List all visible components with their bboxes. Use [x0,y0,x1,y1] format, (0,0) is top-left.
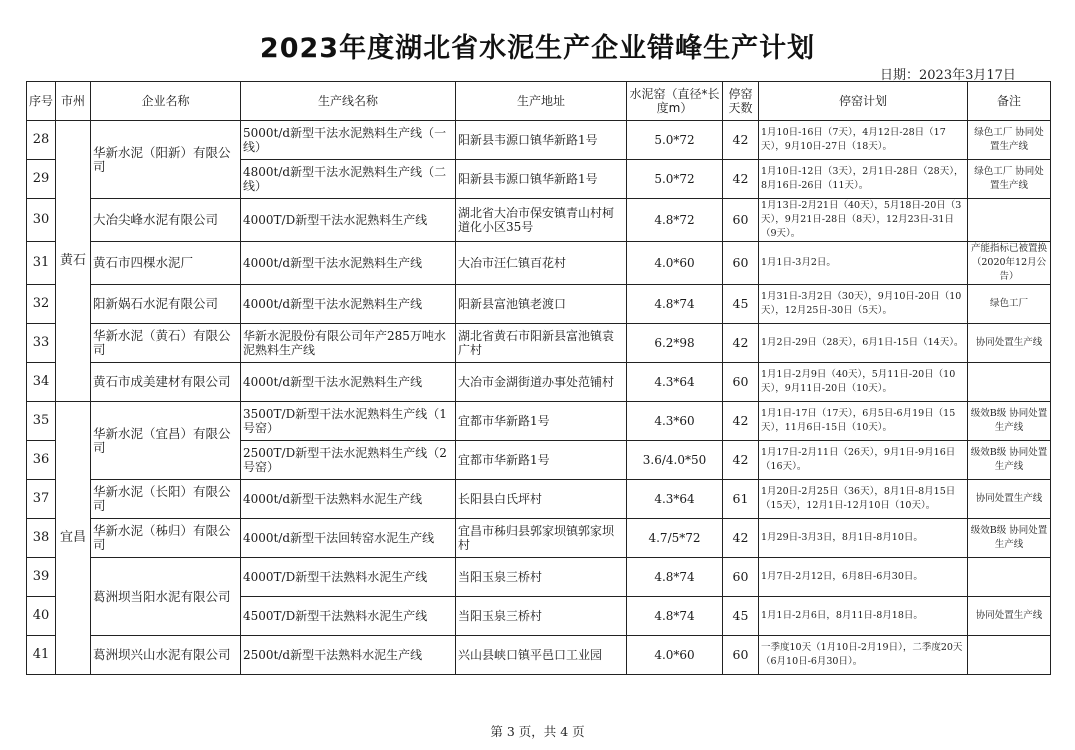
kiln-cell: 4.8*72 [627,199,723,242]
plan-cell: 1月1日-3月2日。 [759,242,968,285]
line-cell: 4000t/d新型干法回转窑水泥生产线 [241,519,456,558]
address-cell: 湖北省黄石市阳新县富池镇袁广村 [456,324,627,363]
row-seq: 39 [27,558,56,597]
line-cell: 4000T/D新型干法熟料水泥生产线 [241,558,456,597]
line-cell: 4000t/d新型干法水泥熟料生产线 [241,242,456,285]
table-row [27,242,1051,285]
kiln-cell: 4.3*60 [627,402,723,441]
plan-cell: 1月17日-2月11日（26天），9月1日-9月16日（16天）。 [759,441,968,480]
note-cell: 协同处置生产线 [968,597,1051,636]
plan-cell: 1月1日-2月9日（40天），5月11日-20日（10天），9月11日-20日（10天）。 [759,363,968,402]
address-cell: 阳新县富池镇老渡口 [456,285,627,324]
company-cell: 葛洲坝兴山水泥有限公司 [91,636,241,675]
production-plan-table [26,81,1051,675]
company-cell: 黄石市成美建材有限公司 [91,363,241,402]
header-plan: 停窑计划 [759,82,968,121]
note-cell: 绿色工厂 协同处置生产线 [968,160,1051,199]
header-line: 生产线名称 [241,82,456,121]
table-row [27,324,1051,363]
address-cell: 大冶市汪仁镇百花村 [456,242,627,285]
kiln-cell: 4.8*74 [627,597,723,636]
row-seq: 35 [27,402,56,441]
days-cell: 42 [723,160,759,199]
line-cell: 4000t/d新型干法熟料水泥生产线 [241,480,456,519]
company-cell: 华新水泥（宜昌）有限公司 [91,402,241,480]
company-cell: 华新水泥（长阳）有限公司 [91,480,241,519]
row-seq: 36 [27,441,56,480]
document-date: 日期：2023年3月17日 [880,68,1016,83]
plan-cell: 1月1日-17日（17天），6月5日-6月19日（15天），11月6日-15日（10天）。 [759,402,968,441]
note-cell: 级效B级 协同处置生产线 [968,441,1051,480]
header-row [27,82,1051,121]
company-cell: 华新水泥（秭归）有限公司 [91,519,241,558]
days-cell: 42 [723,402,759,441]
line-cell: 华新水泥股份有限公司年产285万吨水泥熟料生产线 [241,324,456,363]
row-seq: 31 [27,242,56,285]
plan-cell: 一季度10天（1月10日-2月19日），二季度20天（6月10日-6月30日）。 [759,636,968,675]
plan-cell: 1月10日-12日（3天），2月1日-28日（28天），8月16日-26日（11天）。 [759,160,968,199]
company-cell: 葛洲坝当阳水泥有限公司 [91,558,241,636]
row-seq: 33 [27,324,56,363]
page-footer: 第 3 页，共 4 页 [490,724,585,739]
kiln-cell: 4.0*60 [627,242,723,285]
plan-cell: 1月31日-3月2日（30天），9月10日-20日（10天），12月25日-30日（5天）。 [759,285,968,324]
header-seq: 序号 [27,82,56,121]
note-cell: 级效B级 协同处置生产线 [968,519,1051,558]
kiln-cell: 5.0*72 [627,121,723,160]
header-company: 企业名称 [91,82,241,121]
row-seq: 29 [27,160,56,199]
days-cell: 60 [723,363,759,402]
row-seq: 34 [27,363,56,402]
header-kiln: 水泥窑（直径*长度m） [627,82,723,121]
kiln-cell: 4.0*60 [627,636,723,675]
days-cell: 60 [723,636,759,675]
days-cell: 45 [723,285,759,324]
table-row [27,199,1051,242]
days-cell: 60 [723,199,759,242]
page-title: 2023年度湖北省水泥生产企业错峰生产计划 [259,33,816,64]
line-cell: 4000t/d新型干法水泥熟料生产线 [241,363,456,402]
row-seq: 32 [27,285,56,324]
address-cell: 兴山县峡口镇平邑口工业园 [456,636,627,675]
note-cell: 产能指标已被置换（2020年12月公告） [968,242,1051,285]
table-row [27,636,1051,675]
days-cell: 61 [723,480,759,519]
header-address: 生产地址 [456,82,627,121]
note-cell: 绿色工厂 协同处置生产线 [968,121,1051,160]
plan-cell: 1月10日-16日（7天），4月12日-28日（17天），9月10日-27日（18天）。 [759,121,968,160]
kiln-cell: 4.3*64 [627,363,723,402]
company-cell: 华新水泥（阳新）有限公司 [91,121,241,199]
table-row [27,480,1051,519]
row-seq: 41 [27,636,56,675]
table-row [27,121,1051,160]
header-note: 备注 [968,82,1051,121]
address-cell: 宜都市华新路1号 [456,441,627,480]
note-cell: 协同处置生产线 [968,480,1051,519]
address-cell: 大冶市金湖街道办事处范铺村 [456,363,627,402]
kiln-cell: 4.7/5*72 [627,519,723,558]
plan-cell: 1月13日-2月21日（40天），5月18日-20日（3天），9月21日-28日（8天），12月23日-31日（9天）。 [759,199,968,242]
line-cell: 4800t/d新型干法水泥熟料生产线（二线） [241,160,456,199]
line-cell: 2500T/D新型干法水泥熟料生产线（2号窑） [241,441,456,480]
plan-cell: 1月29日-3月3日，8月1日-8月10日。 [759,519,968,558]
table-row [27,402,1051,441]
days-cell: 60 [723,558,759,597]
kiln-cell: 6.2*98 [627,324,723,363]
kiln-cell: 4.8*74 [627,285,723,324]
address-cell: 宜都市华新路1号 [456,402,627,441]
line-cell: 5000t/d新型干法水泥熟料生产线（一线） [241,121,456,160]
note-cell: 绿色工厂 [968,285,1051,324]
line-cell: 4500T/D新型干法熟料水泥生产线 [241,597,456,636]
days-cell: 42 [723,121,759,160]
header-city: 市州 [56,82,91,121]
note-cell [968,558,1051,597]
note-cell [968,199,1051,242]
table-row [27,363,1051,402]
line-cell: 2500t/d新型干法熟料水泥生产线 [241,636,456,675]
address-cell: 阳新县韦源口镇华新路1号 [456,160,627,199]
kiln-cell: 3.6/4.0*50 [627,441,723,480]
table-row [27,519,1051,558]
days-cell: 45 [723,597,759,636]
days-cell: 42 [723,441,759,480]
note-cell: 协同处置生产线 [968,324,1051,363]
note-cell: 级效B级 协同处置生产线 [968,402,1051,441]
line-cell: 4000t/d新型干法水泥熟料生产线 [241,285,456,324]
plan-cell: 1月20日-2月25日（36天），8月1日-8月15日（15天），12月1日-12月10日（10天）。 [759,480,968,519]
company-cell: 黄石市四棵水泥厂 [91,242,241,285]
plan-cell: 1月1日-2月6日，8月11日-8月18日。 [759,597,968,636]
header-days: 停窑天数 [723,82,759,121]
days-cell: 42 [723,324,759,363]
company-cell: 大冶尖峰水泥有限公司 [91,199,241,242]
address-cell: 阳新县韦源口镇华新路1号 [456,121,627,160]
address-cell: 当阳玉泉三桥村 [456,558,627,597]
row-seq: 40 [27,597,56,636]
line-cell: 4000T/D新型干法水泥熟料生产线 [241,199,456,242]
address-cell: 湖北省大冶市保安镇青山村柯道化小区35号 [456,199,627,242]
kiln-cell: 4.3*64 [627,480,723,519]
row-seq: 37 [27,480,56,519]
row-seq: 28 [27,121,56,160]
row-seq: 30 [27,199,56,242]
days-cell: 42 [723,519,759,558]
company-cell: 阳新娲石水泥有限公司 [91,285,241,324]
address-cell: 宜昌市秭归县郭家坝镇郭家坝村 [456,519,627,558]
table-row [27,558,1051,597]
line-cell: 3500T/D新型干法水泥熟料生产线（1号窑） [241,402,456,441]
table-row [27,285,1051,324]
note-cell [968,636,1051,675]
address-cell: 当阳玉泉三桥村 [456,597,627,636]
city-cell: 黄石 [56,121,91,402]
row-seq: 38 [27,519,56,558]
city-cell: 宜昌 [56,402,91,675]
kiln-cell: 4.8*74 [627,558,723,597]
address-cell: 长阳县白氏坪村 [456,480,627,519]
plan-cell: 1月2日-29日（28天），6月1日-15日（14天）。 [759,324,968,363]
note-cell [968,363,1051,402]
days-cell: 60 [723,242,759,285]
plan-cell: 1月7日-2月12日，6月8日-6月30日。 [759,558,968,597]
kiln-cell: 5.0*72 [627,160,723,199]
company-cell: 华新水泥（黄石）有限公司 [91,324,241,363]
